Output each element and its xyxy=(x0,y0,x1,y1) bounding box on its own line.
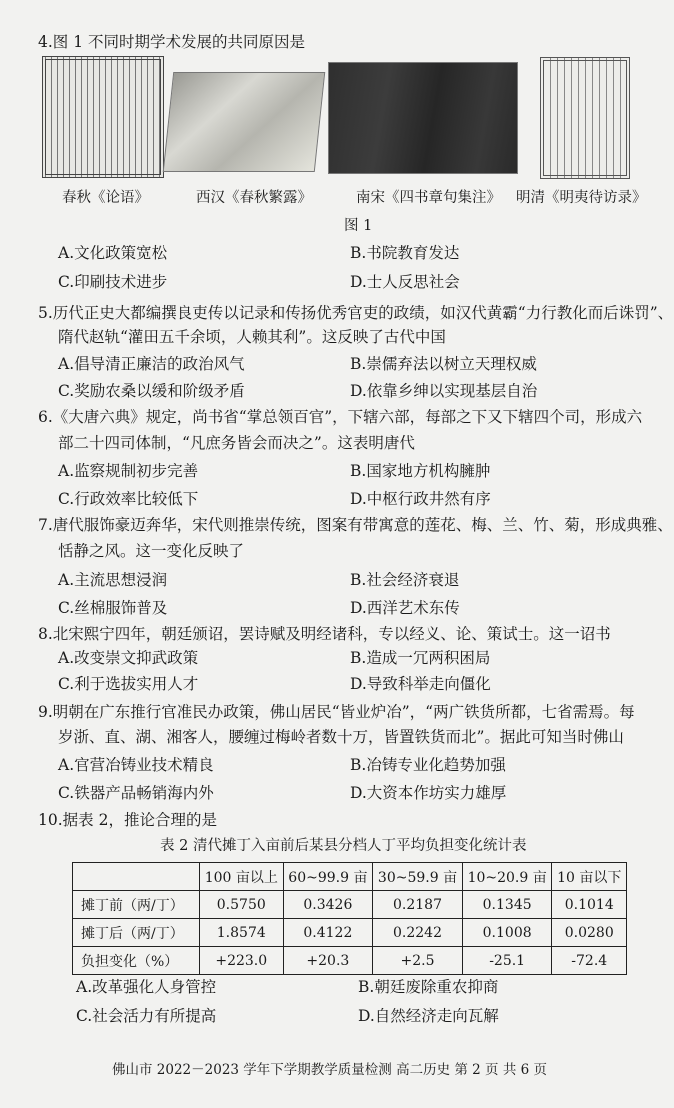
caption-mingyi: 明清《明夷待访录》 xyxy=(516,190,647,206)
table-header-cell xyxy=(73,863,200,891)
table-header-row xyxy=(73,863,627,891)
q8-option-a: A.改变崇文抑武政策 xyxy=(58,649,199,667)
table-header-cell: 60~99.9 亩 xyxy=(283,863,373,891)
q9-option-a: A.官营冶铸业技术精良 xyxy=(58,756,214,774)
q10-option-b: B.朝廷废除重农抑商 xyxy=(358,978,499,996)
q5-option-d: D.依靠乡绅以实现基层自治 xyxy=(350,382,538,400)
q6-option-b: B.国家地方机构臃肿 xyxy=(350,462,491,480)
q4-option-c: C.印刷技术进步 xyxy=(58,273,168,291)
q7-option-c: C.丝棉服饰普及 xyxy=(58,599,168,617)
q8-option-b: B.造成一冗两积困局 xyxy=(350,649,491,667)
table-row-header: 摊丁前（两/丁） xyxy=(73,891,200,919)
page-footer: 佛山市 2022－2023 学年下学期教学质量检测 高二历史 第 2 页 共 6 页 xyxy=(112,1062,548,1078)
table-cell: 0.5750 xyxy=(200,891,284,919)
table-cell: 0.4122 xyxy=(283,919,373,947)
q4-option-b: B.书院教育发达 xyxy=(350,244,460,262)
table-row xyxy=(73,891,627,919)
q9-stem-line2: 岁浙、直、湖、湘客人，腰缠过梅岭者数十万，皆置铁货而北”。据此可知当时佛山 xyxy=(58,728,624,746)
table-cell: 0.1345 xyxy=(462,891,552,919)
q8-option-c: C.利于选拔实用人才 xyxy=(58,675,199,693)
q6-option-c: C.行政效率比较低下 xyxy=(58,490,199,508)
table-cell: 0.2187 xyxy=(373,891,463,919)
q9-option-d: D.大资本作坊实力雄厚 xyxy=(350,784,507,802)
table-cell: 0.0280 xyxy=(552,919,627,947)
table-cell: +2.5 xyxy=(373,947,463,975)
q10-option-c: C.社会活力有所提高 xyxy=(76,1007,217,1025)
table-cell: -25.1 xyxy=(462,947,552,975)
table-cell: 0.3426 xyxy=(283,891,373,919)
q7-stem-line1: 7.唐代服饰豪迈奔华，宋代则推崇传统，图案有带寓意的莲花、梅、兰、竹、菊，形成典雅、 xyxy=(38,516,673,534)
table-header-cell: 10~20.9 亩 xyxy=(462,863,552,891)
table-cell: +223.0 xyxy=(200,947,284,975)
q8-option-d: D.导致科举走向僵化 xyxy=(350,675,491,693)
table-cell: 1.8574 xyxy=(200,919,284,947)
q6-stem-line1: 6.《大唐六典》规定，尚书省“掌总领百官”，下辖六部，每部之下又下辖四个司，形成六 xyxy=(38,408,643,426)
q10-stem: 10.据表 2，推论合理的是 xyxy=(38,811,217,829)
q10-option-a: A.改革强化人身管控 xyxy=(76,978,217,996)
q7-option-a: A.主流思想浸润 xyxy=(58,571,168,589)
q7-option-b: B.社会经济衰退 xyxy=(350,571,460,589)
q4-option-a: A.文化政策宽松 xyxy=(58,244,168,262)
q10-option-d: D.自然经济走向瓦解 xyxy=(358,1007,499,1025)
caption-lunyu: 春秋《论语》 xyxy=(62,190,149,206)
q5-option-a: A.倡导清正廉洁的政治风气 xyxy=(58,355,245,373)
figure-image-lunyu xyxy=(42,56,164,178)
figure-image-mingyi xyxy=(540,57,630,179)
table-row xyxy=(73,919,627,947)
q7-option-d: D.西洋艺术东传 xyxy=(350,599,460,617)
table-header-cell: 100 亩以上 xyxy=(200,863,284,891)
q9-stem-line1: 9.明朝在广东推行官准民办政策，佛山居民“皆业炉冶”，“两广铁货所都，七省需焉。每 xyxy=(38,703,635,721)
q5-option-b: B.崇儒弃法以树立天理权威 xyxy=(350,355,537,373)
table-header-cell: 10 亩以下 xyxy=(552,863,627,891)
q5-stem-line1: 5.历代正史大都编撰良吏传以记录和传扬优秀官吏的政绩，如汉代黄霸“力行教化而后诛罚”、 xyxy=(38,304,674,322)
q6-stem-line2: 部二十四司体制，“凡庶务皆会而决之”。这表明唐代 xyxy=(58,434,415,452)
q6-option-a: A.监察规制初步完善 xyxy=(58,462,199,480)
q6-option-d: D.中枢行政井然有序 xyxy=(350,490,491,508)
q4-option-d: D.士人反思社会 xyxy=(350,273,460,291)
q5-option-c: C.奖励农桑以缓和阶级矛盾 xyxy=(58,382,245,400)
table-cell: +20.3 xyxy=(283,947,373,975)
table-cell: 0.2242 xyxy=(373,919,463,947)
figure-label: 图 1 xyxy=(344,218,373,234)
figure-image-sishu xyxy=(328,62,518,174)
table-title: 表 2 清代摊丁入亩前后某县分档人丁平均负担变化统计表 xyxy=(160,838,527,854)
table-cell: 0.1008 xyxy=(462,919,552,947)
q5-stem-line2: 隋代赵轨“灌田五千余顷，人赖其利”。这反映了古代中国 xyxy=(58,328,446,346)
table-cell: -72.4 xyxy=(552,947,627,975)
statistics-table xyxy=(72,862,627,975)
table-row-header: 负担变化（%） xyxy=(73,947,200,975)
table-row-header: 摊丁后（两/丁） xyxy=(73,919,200,947)
caption-sishu: 南宋《四书章句集注》 xyxy=(356,190,501,206)
q4-stem: 4.图 1 不同时期学术发展的共同原因是 xyxy=(38,33,306,51)
table-cell: 0.1014 xyxy=(552,891,627,919)
table-header-cell: 30~59.9 亩 xyxy=(373,863,463,891)
figure-image-chunqiu-fanlu xyxy=(163,72,326,172)
caption-chunqiu-fanlu: 西汉《春秋繁露》 xyxy=(196,190,312,206)
q9-option-b: B.冶铸专业化趋势加强 xyxy=(350,756,506,774)
q9-option-c: C.铁器产品畅销海内外 xyxy=(58,784,214,802)
q7-stem-line2: 恬静之风。这一变化反映了 xyxy=(58,542,245,560)
q8-stem: 8.北宋熙宁四年，朝廷颁诏，罢诗赋及明经诸科，专以经义、论、策试士。这一诏书 xyxy=(38,625,611,643)
table-row xyxy=(73,947,627,975)
